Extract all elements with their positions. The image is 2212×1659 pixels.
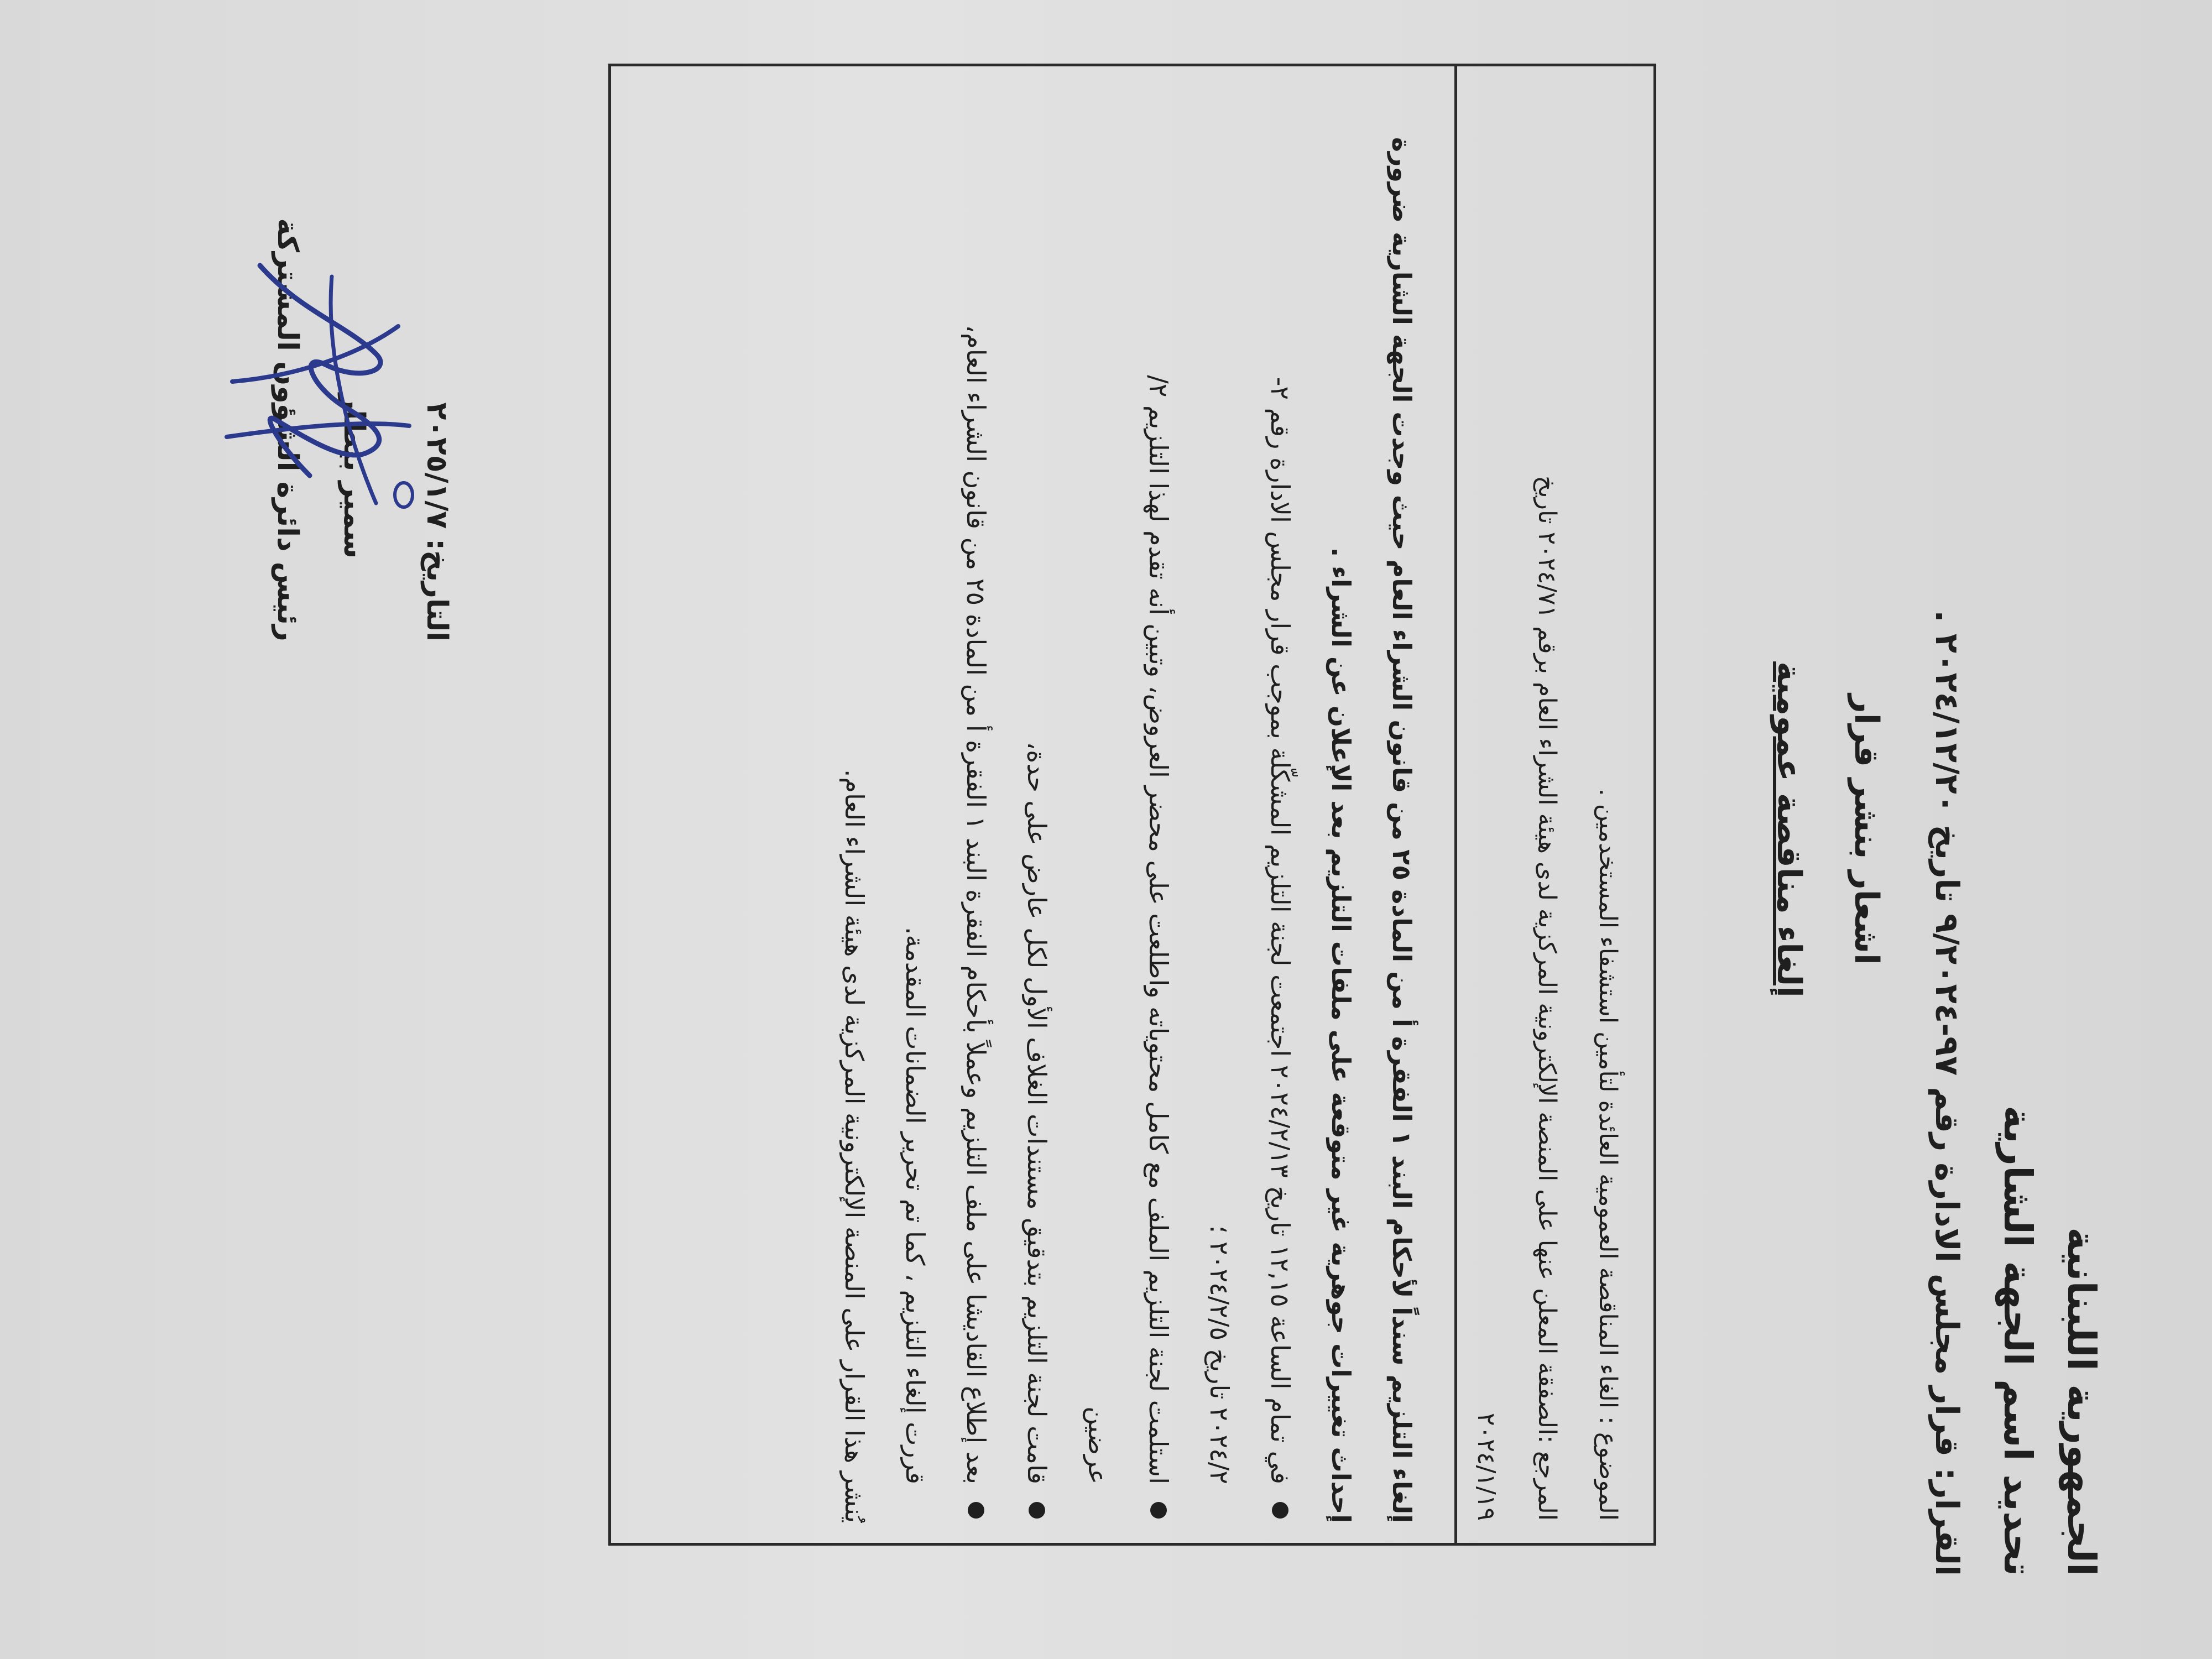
bullet-icon <box>1272 1502 1288 1519</box>
entity-name: تحديد اسم الجهة الشارية <box>1995 1105 2041 1576</box>
reference-date: ٢٠٢٤/١/١٩ <box>1472 1412 1500 1521</box>
bullet-item-meeting <box>1250 86 1311 1523</box>
decision-line: قررت إلغاء التلزيم ، كما تم تحرير الضمانات المقدمة. <box>900 926 930 1484</box>
signer-name: سمير بيطار <box>337 393 371 559</box>
footer-date: التاريخ: ٢٠٢٥/١/٧ <box>420 402 453 641</box>
bullet-text: استلمت لجنة التلزيم الملف مع كامل محتوياته واطلعت على محضر العروض، وتبين أنه تقدم لهذا التلزيم ٢/ <box>1144 375 1173 1484</box>
bullet-text: في تمام الساعة ١٢,١٥ تاريخ ٢٠٢٤/٢/١٣ اجتمعت لجنة التلزيم المشكّلة بموجب قرار مجلس الادارة رقم ٢- <box>1265 377 1295 1484</box>
decision-frame <box>608 64 1656 1546</box>
subject-line: الموضوع : الغاء المناقصة العمومية العائدة لتأمين استشفاء المستخدمين . <box>1594 788 1622 1521</box>
publication-line: يُنشر هذا القرار على المنصة الإلكترونية المركزية لدى هيئة الشراء العام. <box>839 769 869 1523</box>
bullet-icon <box>1150 1502 1167 1519</box>
subject-reference-box <box>1454 66 1653 1543</box>
bullet-item-verification <box>1006 86 1067 1523</box>
bullet-item-review <box>946 86 1006 1523</box>
reference-line: المرجع :الصفقة المعلن عنها على المنصة الإلكترونية المركزية لدى هيئة الشراء العام برقم ٢٠٢٤/٧١ تاريخ <box>1533 476 1561 1521</box>
bullet-continuation: عرضين <box>1083 1406 1113 1484</box>
bullet-icon <box>968 1502 984 1519</box>
bullet-item-file-received <box>1128 86 1189 1523</box>
bullet-continuation: ٢٠٢٤/٢ تاريخ ٢٠٢٤/٢/٥ ؛ <box>1204 1225 1234 1484</box>
notice-subtitle: إلغاء مناقصة عمومية <box>1770 661 1808 998</box>
decision-body <box>611 66 1454 1543</box>
decision-reference: القرار: قرار مجلس الادارة رقم ٩٧-٩/٢٠٢٤ تاريخ ٢٠٢٤/١٢/٢٠ . <box>1928 610 1966 1576</box>
bullet-text: بعد إطلاع القاديشا على ملف التلزيم وعملاً بأحكام الفقرة البند ١ الفقرة أ من المادة ٢٥ من قانون الشراء العام، <box>961 325 991 1484</box>
notice-title: اشعار بنشر قرار <box>1847 694 1886 965</box>
bullet-icon <box>1029 1502 1045 1519</box>
body-line-changes: إحداث تغييرات جوهرية غير متوقعة على ملفات التلزيم بعد الإعلان عن الشراء . <box>1326 547 1356 1523</box>
bullet-text: قامت لجنة التلزيم بتدقيق مستندات الغلاف الأول لكل عارض على حدة، <box>1022 742 1052 1484</box>
signer-title: رئيس دائرة الشؤون المشتركة <box>271 218 304 641</box>
handwritten-signature <box>210 243 442 531</box>
body-line-cancellation: إلغاء التلزيم سنداً لأحكام البند ١ الفقرة أ من المادة ٢٥ من قانون الشراء العام حيث وجدت الجهة الشارية ضرورة <box>1387 137 1417 1523</box>
country-name: الجمهورية اللبنانية <box>2059 1227 2104 1576</box>
signature-block <box>122 88 453 641</box>
